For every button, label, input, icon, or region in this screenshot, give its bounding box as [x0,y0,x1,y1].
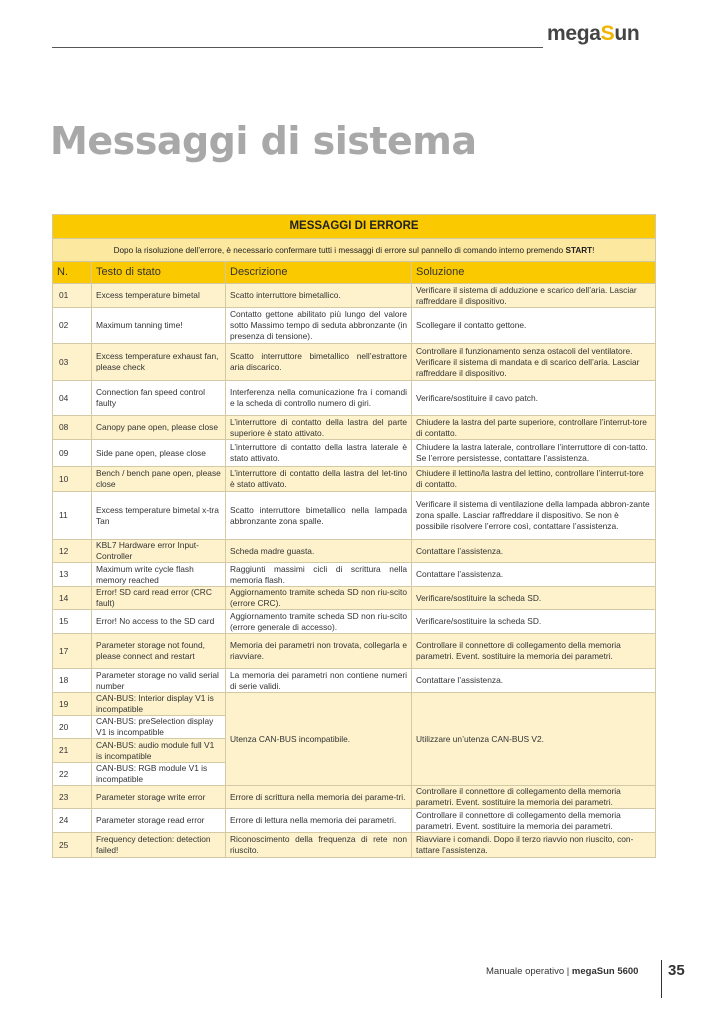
table-row [53,563,656,587]
row-number: 23 [53,786,92,809]
row-number: 03 [53,344,92,381]
row-solution: Contattare l’assistenza. [412,540,656,563]
table-row [53,540,656,563]
table-row [53,492,656,540]
table-row [53,308,656,344]
table-title: MESSAGGI DI ERRORE [53,215,656,239]
table-row [53,587,656,610]
row-description: Scatto interruttore bimetallico. [226,284,412,308]
page-number: 35 [668,962,685,979]
row-solution: Controllare il connettore di collegamento della memoria parametri. Event. sostituire la memoria dei parametri. [412,634,656,669]
table-row [53,634,656,669]
row-status-text: Maximum write cycle flash memory reached [92,563,226,587]
row-number: 21 [53,739,92,763]
row-solution: Verificare il sistema di ventilazione della lampada abbron-zante zona spalle. Lasciar raffreddare il dispositivo. Se non è possibile risolvere l’errore così, contattare l’assistenza. [412,492,656,540]
row-number: 19 [53,693,92,716]
row-solution: Verificare/sostituire la scheda SD. [412,587,656,610]
row-status-text: Frequency detection: detection failed! [92,833,226,858]
row-description: Raggiunti massimi cicli di scrittura nella memoria flash. [226,563,412,587]
row-status-text: Error! No access to the SD card [92,610,226,634]
row-solution: Scollegare il contatto gettone. [412,308,656,344]
row-status-text: CAN-BUS: RGB module V1 is incompatible [92,763,226,786]
table-row [53,467,656,492]
row-number: 12 [53,540,92,563]
table-row [53,809,656,833]
table-row [53,693,656,716]
row-number: 09 [53,440,92,467]
row-number: 08 [53,416,92,440]
row-status-text: Connection fan speed control faulty [92,381,226,416]
page-title: Messaggi di sistema [50,119,477,163]
row-number: 02 [53,308,92,344]
row-number: 13 [53,563,92,587]
header-rule [52,47,543,48]
row-status-text: CAN-BUS: audio module full V1 is incompatible [92,739,226,763]
row-number: 01 [53,284,92,308]
row-status-text: Canopy pane open, please close [92,416,226,440]
row-status-text: Parameter storage read error [92,809,226,833]
row-status-text: Side pane open, please close [92,440,226,467]
row-description: Scatto interruttore bimetallico nell’estrattore aria discarico. [226,344,412,381]
table-row [53,786,656,809]
row-number: 24 [53,809,92,833]
row-solution: Verificare/sostituire il cavo patch. [412,381,656,416]
row-solution: Riavviare i comandi. Dopo il terzo riavvio non riuscito, con-tattare l’assistenza. [412,833,656,858]
table-note: Dopo la risoluzione dell’errore, è necessario confermare tutti i messaggi di errore sul pannello di comando interno premendo START! [53,239,656,262]
row-solution: Verificare il sistema di adduzione e scarico dell’aria. Lasciar raffreddare il dispositivo. [412,284,656,308]
row-status-text: Excess temperature bimetal x-tra Tan [92,492,226,540]
row-solution: Contattare l’assistenza. [412,669,656,693]
table-row [53,381,656,416]
row-status-text: CAN-BUS: preSelection display V1 is incompatible [92,716,226,739]
row-status-text: KBL7 Hardware error Input-Controller [92,540,226,563]
row-number: 18 [53,669,92,693]
row-description: La memoria dei parametri non contiene numeri di serie validi. [226,669,412,693]
footer-manual-label: Manuale operativo | megaSun 5600 [486,966,639,977]
canbus-description: Utenza CAN-BUS incompatibile. [226,693,412,786]
row-description: Errore di scrittura nella memoria dei parame-tri. [226,786,412,809]
row-status-text: CAN-BUS: Interior display V1 is incompatible [92,693,226,716]
row-solution: Controllare il connettore di collegamento della memoria parametri. Event. sostituire la memoria dei parametri. [412,809,656,833]
row-solution: Controllare il connettore di collegamento della memoria parametri. Event. sostituire la memoria dei parametri. [412,786,656,809]
row-status-text: Parameter storage write error [92,786,226,809]
row-number: 20 [53,716,92,739]
row-number: 10 [53,467,92,492]
row-description: Scheda madre guasta. [226,540,412,563]
row-description: L’interruttore di contatto della lastra del let-tino è stato attivato. [226,467,412,492]
row-solution: Controllare il funzionamento senza ostacoli del ventilatore. Verificare il sistema di mandata e di scarico dell’aria. Lasciar raffreddare il dispositivo. [412,344,656,381]
canbus-solution: Utilizzare un’utenza CAN-BUS V2. [412,693,656,786]
row-solution: Chiudere la lastra del parte superiore, controllare l’interrut-tore di contatto. [412,416,656,440]
row-solution: Contattare l’assistenza. [412,563,656,587]
table-row [53,440,656,467]
megasun-logo: megaSun [547,22,640,45]
row-description: Scatto interruttore bimetallico nella lampada abbronzante zona spalle. [226,492,412,540]
row-number: 25 [53,833,92,858]
col-header-description: Descrizione [226,262,412,284]
row-description: L’interruttore di contatto della lastra laterale è stato attivato. [226,440,412,467]
row-status-text: Error! SD card read error (CRC fault) [92,587,226,610]
table-row [53,344,656,381]
row-number: 11 [53,492,92,540]
row-description: Contatto gettone abilitato più lungo del valore sotto Massimo tempo di seduta abbronzante (in presenza di tensione). [226,308,412,344]
row-status-text: Parameter storage no valid serial number [92,669,226,693]
row-solution: Chiudere la lastra laterale, controllare l’interruttore di con-tatto. Se l’errore persistesse, contattare l’assistenza. [412,440,656,467]
row-number: 22 [53,763,92,786]
row-description: Memoria dei parametri non trovata, collegarla e riavviare. [226,634,412,669]
row-status-text: Parameter storage not found, please connect and restart [92,634,226,669]
row-description: Errore di lettura nella memoria dei parametri. [226,809,412,833]
row-description: Interferenza nella comunicazione fra i comandi e la scheda di controllo numero di giri. [226,381,412,416]
row-number: 17 [53,634,92,669]
row-status-text: Bench / bench pane open, please close [92,467,226,492]
row-number: 15 [53,610,92,634]
row-status-text: Excess temperature bimetal [92,284,226,308]
table-row [53,833,656,858]
row-number: 04 [53,381,92,416]
table-row [53,610,656,634]
row-solution: Verificare/sostituire la scheda SD. [412,610,656,634]
col-header-solution: Soluzione [412,262,656,284]
col-header-status-text: Testo di stato [92,262,226,284]
row-status-text: Excess temperature exhaust fan, please check [92,344,226,381]
table-row [53,416,656,440]
footer-separator [661,960,662,998]
row-status-text: Maximum tanning time! [92,308,226,344]
col-header-number: N. [53,262,92,284]
row-description: Aggiornamento tramite scheda SD non riu-scito (errore CRC). [226,587,412,610]
error-messages-table [52,214,656,858]
row-description: Riconoscimento della frequenza di rete non riuscito. [226,833,412,858]
row-description: Aggiornamento tramite scheda SD non riu-scito (errore generale di accesso). [226,610,412,634]
row-description: L’interruttore di contatto della lastra del parte superiore è stato attivato. [226,416,412,440]
row-number: 14 [53,587,92,610]
table-row [53,284,656,308]
row-solution: Chiudere il lettino/la lastra del lettino, controllare l’interrut-tore di contatto. [412,467,656,492]
table-row [53,669,656,693]
